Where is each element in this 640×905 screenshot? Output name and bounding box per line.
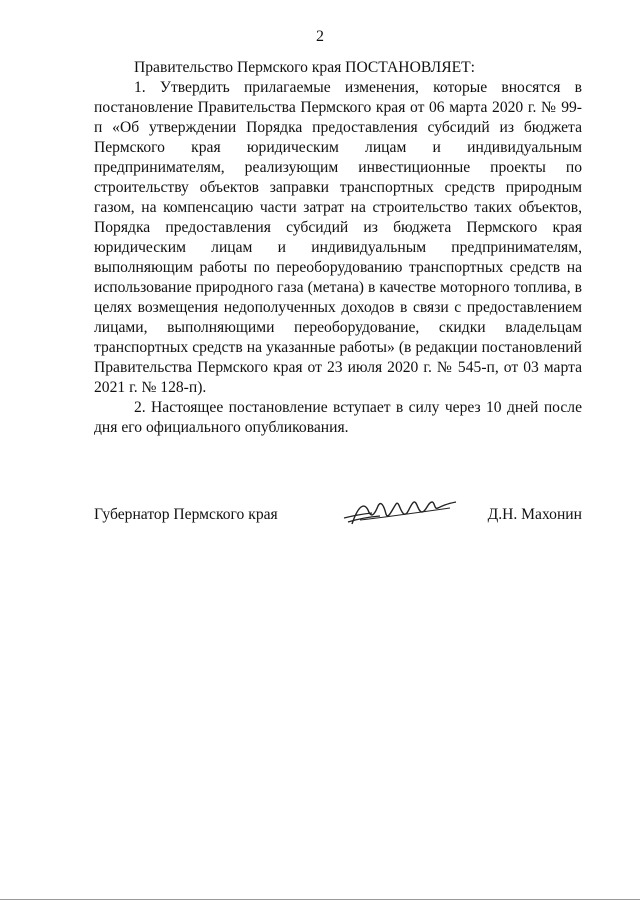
signer-name: Д.Н. Махонин: [487, 506, 582, 523]
page-number: 2: [316, 28, 324, 45]
page-edge-line: [0, 899, 640, 900]
decree-item-1: 1. Утвердить прилагаемые изменения, которые вносятся в постановление Правительства Пермского края от 06 марта 2020 г. № 99-п «Об утверждении Порядка предоставления субсидий из бюджета Пермского края юридическим лицам и индивидуальным предпринимателям, реализующим инвестиционные проекты по строительству объектов заправки транспортных средств природным газом, на компенсацию части затрат на строительство таких объектов, Порядка предоставления субсидий из бюджета Пермского края юридическим лицам и индивидуальным предпринимателям, выполняющим работы по переоборудованию транспортных средств на использование природного газа (метана) в качестве моторного топлива, в целях возмещения недополученных доходов в связи с предоставлением лицами, выполняющими переоборудование, скидки владельцам транспортных средств на указанные работы» (в редакции постановлений Правительства Пермского края от 23 июля 2020 г. № 545-п, от 03 марта 2021 г. № 128-п).: [94, 79, 582, 396]
signer-position: Губернатор Пермского края: [94, 506, 278, 523]
decree-item-2: 2. Настоящее постановление вступает в силу через 10 дней после дня его официального опубликования.: [94, 399, 582, 436]
document-body: [94, 58, 582, 438]
handwritten-signature: [338, 496, 460, 530]
decree-preamble: Правительство Пермского края ПОСТАНОВЛЯЕТ:: [134, 59, 475, 76]
signature-block: [94, 496, 582, 536]
